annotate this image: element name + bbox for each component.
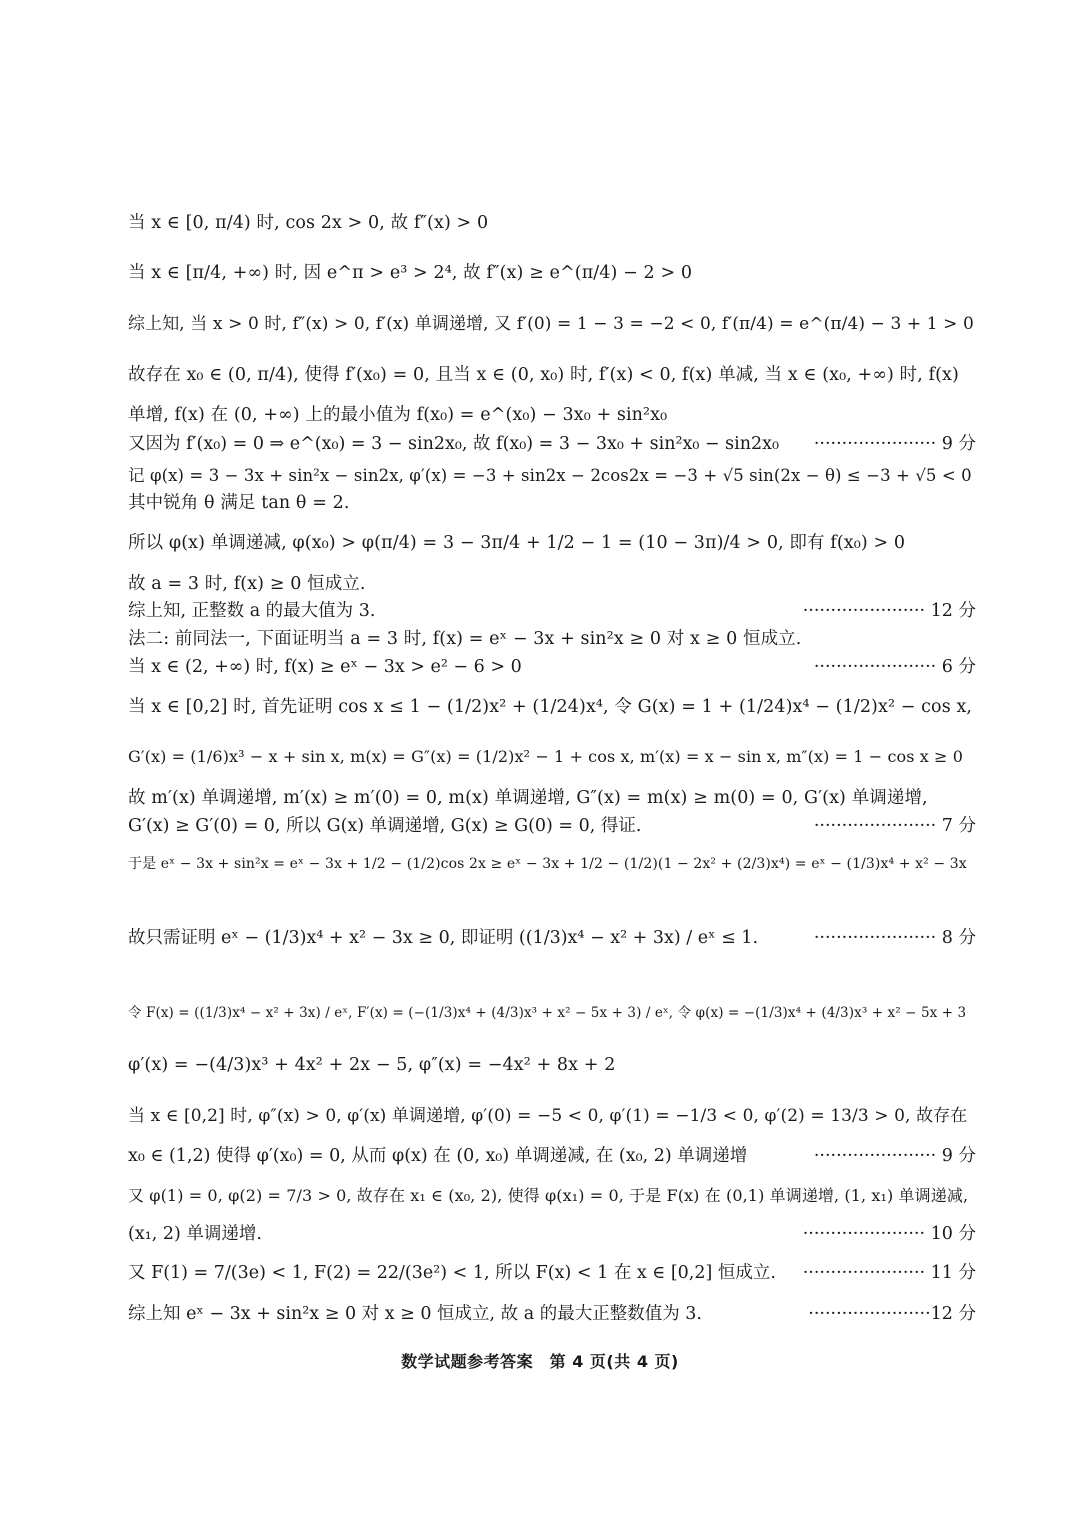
page-footer: 数学试题参考答案 第 4 页(共 4 页) — [401, 1352, 679, 1371]
solution-line: 当 x ∈ [0,2] 时, φ″(x) > 0, φ′(x) 单调递增, φ′(0) = −5 < 0, φ′(1) = −1/3 < 0, φ′(2) = 13/3 > 0, 故存在 — [128, 1106, 968, 1126]
solution-line: 于是 eˣ − 3x + sin²x = eˣ − 3x + 1/2 − (1/2)cos 2x ≥ eˣ − 3x + 1/2 − (1/2)(1 − 2x² + (2/3)x⁴) = eˣ − (1/3)x⁴ + x² − 3x — [128, 856, 967, 872]
solution-row — [128, 1223, 976, 1245]
solution-line: 综上知 eˣ − 3x + sin²x ≥ 0 对 x ≥ 0 恒成立, 故 a 的最大正整数值为 3. — [128, 1304, 702, 1324]
solution-line: (x₁, 2) 单调递增. — [128, 1224, 262, 1244]
solution-line: x₀ ∈ (1,2) 使得 φ′(x₀) = 0, 从而 φ(x) 在 (0, x₀) 单调递减, 在 (x₀, 2) 单调递增 — [128, 1146, 748, 1166]
score-marker: ······················ 8 分 — [813, 928, 976, 948]
solution-line: 记 φ(x) = 3 − 3x + sin²x − sin2x, φ′(x) = −3 + sin2x − 2cos2x = −3 + √5 sin(2x − θ) ≤ −3 + √5 < 0 — [128, 466, 972, 485]
solution-line: 又 F(1) = 7/(3e) < 1, F(2) = 22/(3e²) < 1, 所以 F(x) < 1 在 x ∈ [0,2] 恒成立. — [128, 1263, 776, 1283]
solution-line: 令 F(x) = ((1/3)x⁴ − x² + 3x) / eˣ, F′(x) = (−(1/3)x⁴ + (4/3)x³ + x² − 5x + 3) / eˣ, 令 φ(x) = −(1/3)x⁴ + (4/3)x³ + x² − 5x + 3 — [128, 1005, 967, 1021]
solution-row — [128, 927, 976, 949]
score-marker: ······················ 9 分 — [813, 1146, 976, 1166]
score-marker: ······················ 6 分 — [813, 657, 976, 677]
solution-row — [128, 433, 976, 455]
score-marker: ······················ 9 分 — [813, 434, 976, 454]
solution-line: 当 x ∈ (2, +∞) 时, f(x) ≥ eˣ − 3x > e² − 6 > 0 — [128, 657, 522, 677]
solution-line: 故存在 x₀ ∈ (0, π/4), 使得 f′(x₀) = 0, 且当 x ∈ (0, x₀) 时, f′(x) < 0, f(x) 单减, 当 x ∈ (x₀, +∞) 时, f(x) — [128, 365, 959, 385]
solution-line: 其中锐角 θ 满足 tan θ = 2. — [128, 493, 350, 513]
solution-line: 单增, f(x) 在 (0, +∞) 上的最小值为 f(x₀) = e^(x₀) − 3x₀ + sin²x₀ — [128, 405, 668, 425]
solution-line: 故只需证明 eˣ − (1/3)x⁴ + x² − 3x ≥ 0, 即证明 ((1/3)x⁴ − x² + 3x) / eˣ ≤ 1. — [128, 928, 759, 948]
solution-line: 当 x ∈ [0, π/4) 时, cos 2x > 0, 故 f″(x) > 0 — [128, 213, 489, 233]
solution-line: 当 x ∈ [0,2] 时, 首先证明 cos x ≤ 1 − (1/2)x² + (1/24)x⁴, 令 G(x) = 1 + (1/24)x⁴ − (1/2)x² − cos x, — [128, 697, 973, 717]
solution-line: 又 φ(1) = 0, φ(2) = 7/3 > 0, 故存在 x₁ ∈ (x₀, 2), 使得 φ(x₁) = 0, 于是 F(x) 在 (0,1) 单调递增, (1, x₁) 单调递减, — [128, 1186, 969, 1205]
solution-line: 综上知, 正整数 a 的最大值为 3. — [128, 601, 376, 621]
solution-line: G′(x) = (1/6)x³ − x + sin x, m(x) = G″(x) = (1/2)x² − 1 + cos x, m′(x) = x − sin x, m″(x) = 1 − cos x ≥ 0 — [128, 747, 964, 766]
score-marker: ······················ 10 分 — [802, 1224, 976, 1244]
score-marker: ······················ 12 分 — [802, 601, 976, 621]
solution-line: 法二: 前同法一, 下面证明当 a = 3 时, f(x) = eˣ − 3x + sin²x ≥ 0 对 x ≥ 0 恒成立. — [128, 629, 802, 649]
solution-line: 又因为 f′(x₀) = 0 ⇒ e^(x₀) = 3 − sin2x₀, 故 f(x₀) = 3 − 3x₀ + sin²x₀ − sin2x₀ — [128, 434, 780, 454]
solution-row — [128, 1145, 976, 1167]
solution-row — [128, 1303, 976, 1325]
solution-line: 当 x ∈ [π/4, +∞) 时, 因 e^π > e³ > 2⁴, 故 f″(x) ≥ e^(π/4) − 2 > 0 — [128, 263, 693, 283]
solution-line: 所以 φ(x) 单调递减, φ(x₀) > φ(π/4) = 3 − 3π/4 + 1/2 − 1 = (10 − 3π)/4 > 0, 即有 f(x₀) > 0 — [128, 533, 906, 553]
solution-row — [128, 1262, 976, 1284]
solution-line: φ′(x) = −(4/3)x³ + 4x² + 2x − 5, φ″(x) = −4x² + 8x + 2 — [128, 1055, 616, 1075]
solution-row — [128, 600, 976, 622]
score-marker: ······················ 11 分 — [802, 1263, 976, 1283]
solution-row — [128, 656, 976, 678]
solution-row — [128, 815, 976, 837]
score-marker: ······················12 分 — [808, 1304, 976, 1324]
solution-line: G′(x) ≥ G′(0) = 0, 所以 G(x) 单调递增, G(x) ≥ G(0) = 0, 得证. — [128, 816, 642, 836]
solution-line: 故 a = 3 时, f(x) ≥ 0 恒成立. — [128, 574, 366, 594]
solution-line: 故 m′(x) 单调递增, m′(x) ≥ m′(0) = 0, m(x) 单调递增, G″(x) = m(x) ≥ m(0) = 0, G′(x) 单调递增, — [128, 788, 928, 808]
score-marker: ······················ 7 分 — [813, 816, 976, 836]
solution-line: 综上知, 当 x > 0 时, f″(x) > 0, f′(x) 单调递增, 又 f′(0) = 1 − 3 = −2 < 0, f′(π/4) = e^(π/4) − 3 + 1 > 0 — [128, 314, 974, 334]
